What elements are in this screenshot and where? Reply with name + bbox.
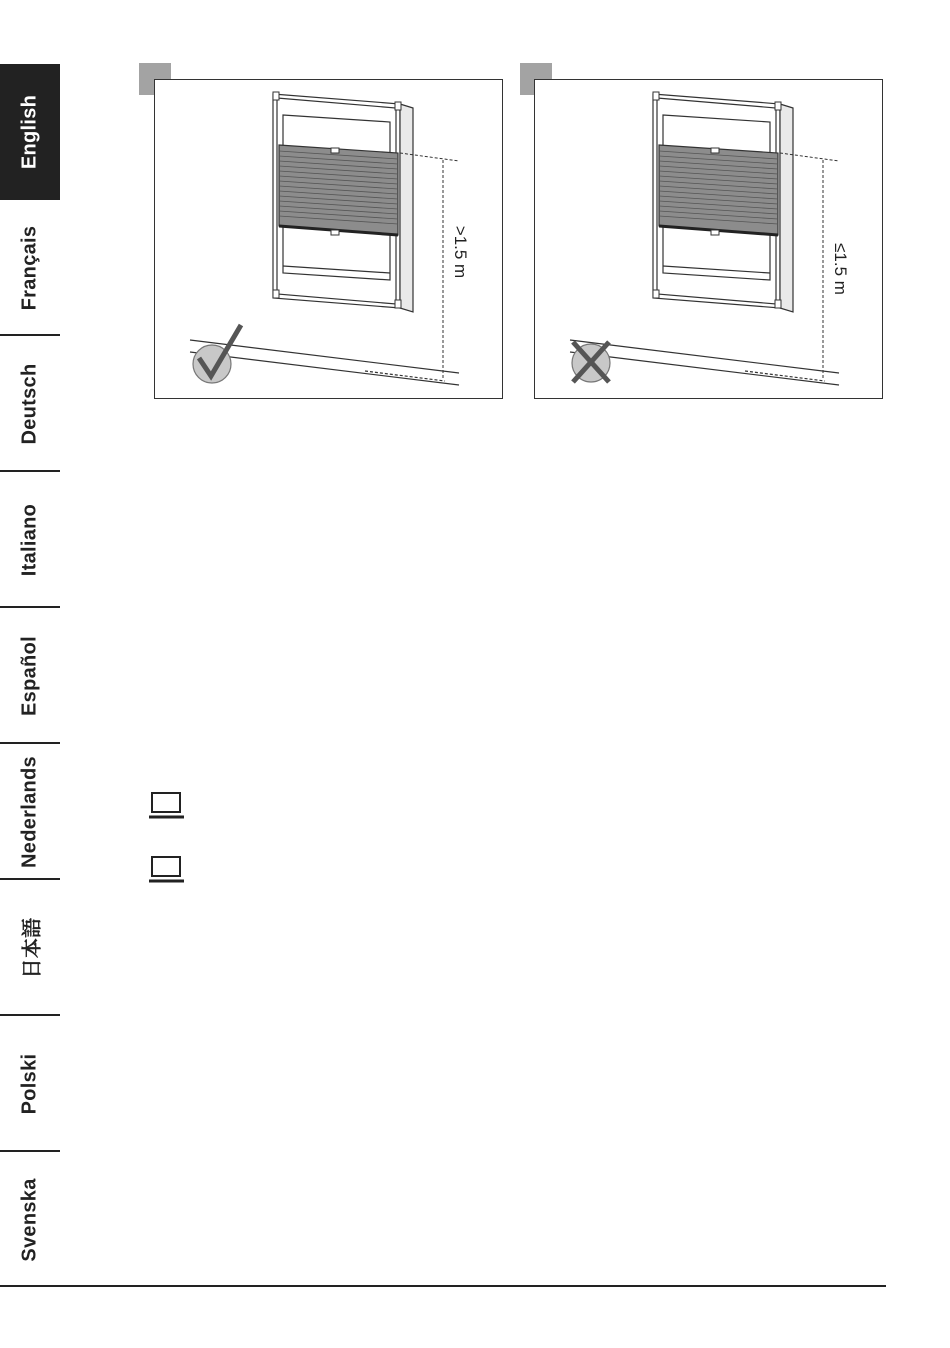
language-sidebar bbox=[0, 64, 60, 1282]
lang-tab-francais[interactable] bbox=[0, 200, 60, 336]
lang-tab-label: Polski bbox=[18, 1053, 41, 1115]
figure-incorrect-installation bbox=[534, 79, 883, 399]
lang-tab-espanol[interactable] bbox=[0, 608, 60, 744]
lang-tab-japanese[interactable] bbox=[0, 880, 60, 1016]
lang-tab-label: English bbox=[18, 94, 41, 170]
figure-correct-installation bbox=[154, 79, 503, 399]
window-blind-illustration bbox=[155, 80, 502, 398]
check-icon bbox=[193, 325, 241, 383]
lang-tab-nederlands[interactable] bbox=[0, 744, 60, 880]
window-blind-illustration bbox=[535, 80, 882, 398]
lang-tab-italiano[interactable] bbox=[0, 472, 60, 608]
lang-tab-label: Italiano bbox=[18, 503, 41, 577]
lang-tab-svenska[interactable] bbox=[0, 1152, 60, 1288]
lang-tab-label: Español bbox=[18, 636, 41, 716]
checkbox-icon bbox=[148, 855, 186, 885]
lang-tab-label: 日本語 bbox=[21, 917, 44, 979]
height-dimension-label: ≤1.5 m bbox=[831, 243, 850, 295]
lang-tab-label: Français bbox=[18, 225, 41, 311]
checkbox-icon bbox=[148, 791, 186, 821]
lang-tab-english[interactable] bbox=[0, 64, 60, 200]
lang-tab-label: Nederlands bbox=[18, 756, 41, 868]
lang-tab-deutsch[interactable] bbox=[0, 336, 60, 472]
cross-icon bbox=[572, 342, 610, 382]
lang-tab-polski[interactable] bbox=[0, 1016, 60, 1152]
lang-tab-label: Deutsch bbox=[18, 363, 41, 445]
lang-tab-label: Svenska bbox=[18, 1178, 41, 1262]
bottom-divider bbox=[0, 1285, 886, 1287]
height-dimension-label: >1.5 m bbox=[451, 225, 470, 279]
